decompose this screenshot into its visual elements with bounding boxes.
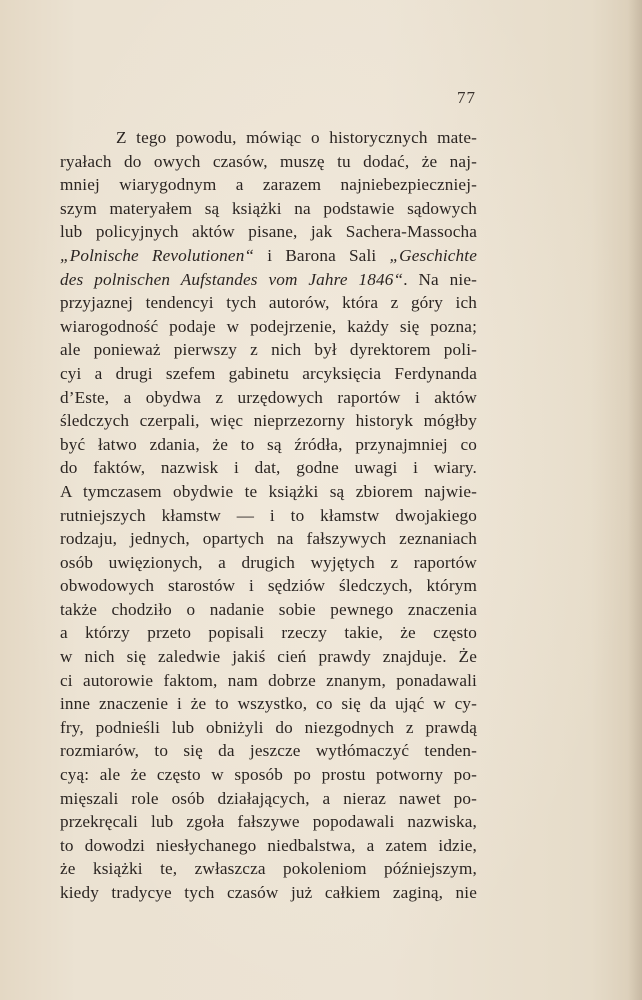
- text-line: obwodowych starostów i sędziów śledczych, którym: [60, 576, 477, 596]
- text-line: [60, 268, 477, 292]
- text-line: że książki te, zwłaszcza pokoleniom późniejszym,: [60, 859, 477, 879]
- page-number: 77: [457, 88, 476, 107]
- text-line: d’Este, a obydwa z urzędowych raportów i aktów: [60, 387, 477, 407]
- text-span: i Barona Sali: [254, 245, 390, 265]
- text-line: przekręcali lub zgoła fałszywe popodawali nazwiska,: [60, 812, 477, 832]
- text-line: być łatwo zdania, że to są źródła, przynajmniej co: [60, 434, 477, 454]
- text-line: fry, podnieśli lub obniżyli do niezgodnych z prawdą: [60, 717, 477, 737]
- text-line: ci autorowie faktom, nam dobrze znanym, ponadawali: [60, 670, 477, 690]
- page-edge-shadow: [628, 0, 642, 1000]
- text-line: wiarogodność podaje w podejrzenie, każdy się pozna;: [60, 316, 477, 336]
- text-line: mniej wiarygodnym a zarazem najniebezpieczniej-: [60, 175, 477, 195]
- italic-title: des polnischen Aufstandes vom Jahre 1846“: [60, 269, 404, 289]
- text-line: ale ponieważ pierwszy z nich był dyrektorem poli-: [60, 340, 477, 360]
- text-line: osób uwięzionych, a drugich wyjętych z raportów: [60, 552, 477, 572]
- text-line: także chodziło o nadanie sobie pewnego znaczenia: [60, 599, 477, 619]
- text-line: inne znaczenie i że to wszystko, co się da ująć w cy-: [60, 694, 477, 714]
- text-line: rodzaju, jednych, opartych na fałszywych zeznaniach: [60, 529, 477, 549]
- text-line: cyą: ale że często w sposób po prostu potworny po-: [60, 765, 477, 785]
- text-line: w nich się zaledwie jakiś cień prawdy znajduje. Że: [60, 647, 477, 667]
- text-line: śledczych czerpali, więc nieprzezorny historyk mógłby: [60, 411, 477, 431]
- text-line: to dowodzi niesłychanego niedbalstwa, a zatem idzie,: [60, 835, 477, 855]
- text-line: do faktów, nazwisk i dat, godne uwagi i wiary.: [60, 458, 477, 478]
- text-line: [60, 244, 477, 268]
- text-line: rozmiarów, to się da jeszcze wytłómaczyć tenden-: [60, 741, 477, 761]
- text-line: mięszali role osób działających, a nieraz nawet po-: [60, 788, 477, 808]
- text-line: szym materyałem są książki na podstawie sądowych: [60, 198, 477, 218]
- text-line: a którzy przeto popisali rzeczy takie, że często: [60, 623, 477, 643]
- body-text: [60, 126, 477, 905]
- text-span: . Na nie-: [403, 269, 477, 289]
- text-line: lub policyjnych aktów pisane, jak Sachera-Massocha: [60, 222, 477, 242]
- text-line: cyi a drugi szefem gabinetu arcyksięcia Ferdynanda: [60, 363, 477, 383]
- italic-title: „Polnische Revolutionen“: [60, 245, 255, 265]
- text-line: ryałach do owych czasów, muszę tu dodać, że naj-: [60, 151, 477, 171]
- text-line: rutniejszych kłamstw — i to kłamstw dwojakiego: [60, 505, 477, 525]
- text-line: kiedy tradycye tych czasów już całkiem zaginą, nie: [60, 883, 477, 902]
- text-line: przyjaznej tendencyi tych autorów, która z góry ich: [60, 293, 477, 313]
- italic-title: „Geschichte: [389, 245, 477, 265]
- text-line: A tymczasem obydwie te książki są zbiorem najwie-: [60, 481, 477, 501]
- text-line: Z tego powodu, mówiąc o historycznych mate-: [116, 128, 477, 147]
